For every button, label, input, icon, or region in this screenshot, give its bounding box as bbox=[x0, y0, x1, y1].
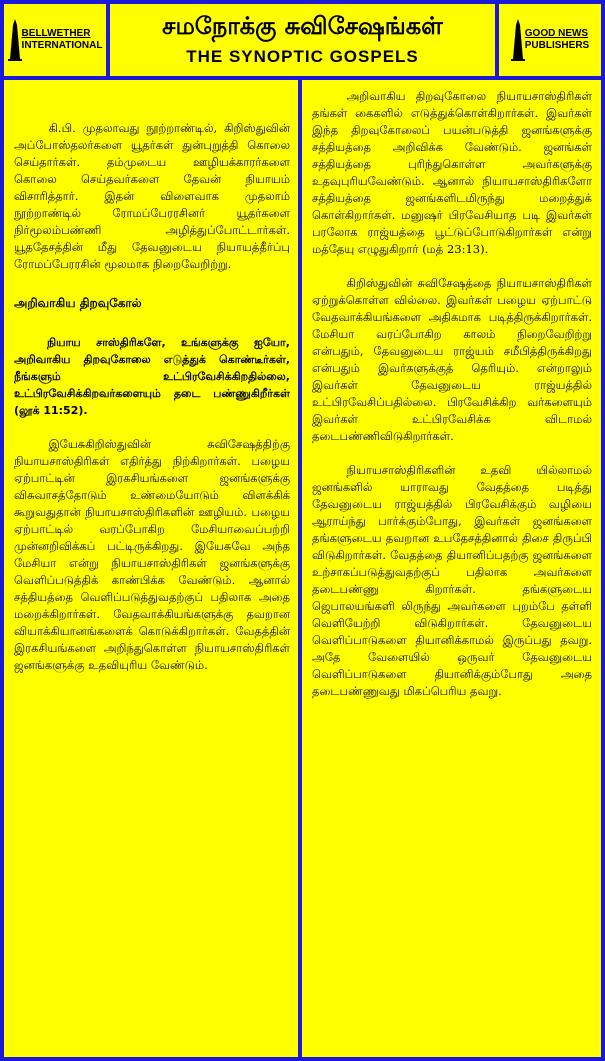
right-column bbox=[312, 88, 592, 1048]
bellwether-logo bbox=[4, 4, 110, 76]
tower-icon bbox=[511, 19, 525, 61]
page-title-tamil: சமநோக்கு சுவிசேஷங்கள் bbox=[162, 12, 443, 40]
header bbox=[0, 0, 605, 80]
left-column bbox=[14, 88, 290, 1048]
title-block bbox=[110, 4, 495, 76]
right-paragraph-3: நியாயசாஸ்திரிகளின் உதவி யில்லாமல் ஜனங்களில் யாராவது வேதத்தை படித்து தேவனுடைய ராஜ்யத்தில் பிரவேசிக்கும் வழியை ஆராய்ந்து பார்க்கும்போது, இவர்கள் ஜனங்களை தங்களுடைய தவறான உபதேசத்தினால் திசை திருப்பி விடுகிறார்கள். வேதத்தை தியானிப்பதற்கு ஜனங்களை உற்சாகப்படுத்துவதற்குப் பதிலாக அவர்களை தடைபண்ணு கிறார்கள். தங்களுடைய ஜெபாலயங்களி லிருந்து அவர்களை புறம்பே தள்ளி வெளியேற்றி விடுகிறார்கள். தேவனுடைய வெளிப்பாடுகளை தியானிக்காமல் இருப்பது தவறு. அதே வேளையில் ஒருவர் தேவனுடைய வெளிப்பாடுகளை தியானிக்கும்போது அதை தடைபண்ணுவது மிகப்பெரிய தவறு. bbox=[312, 463, 592, 698]
right-paragraph-2: கிறிஸ்துவின் சுவிசேஷத்தை நியாயசாஸ்திரிகள் ஏற்றுக்கொள்ள வில்லை. இவர்கள் பழைய ஏற்பாட்டு வேதவாக்கியங்களை அதிகமாக படித்திருக்கிறார்கள். மேசியா வரப்போகிற காலம் நிறைவேறிற்று என்பதும், தேவனுடைய ராஜ்யம் சமீபித்திருக்கிறது என்பதும் இவர்களுக்குத் தெரியும். என்றாலும் இவர்கள் தேவனுடைய ராஜ்யத்தில் உட்பிரவேசிப்பதில்லை. பிரவேசிக்கிற வர்களையும் இவர்கள் உட்பிரவேசிக்க விடாமல் தடைபண்ணிவிடுகிறார்கள். bbox=[312, 276, 592, 443]
page-title-english: THE SYNOPTIC GOSPELS bbox=[186, 47, 419, 66]
logo-left-line1: BELLWETHER bbox=[21, 28, 91, 39]
left-paragraph-2: இயேசுகிறிஸ்துவின் சுவிசேஷத்திற்கு நியாயசாஸ்திரிகள் எதிர்த்து நிற்கிறார்கள். பழைய ஏற்பாட்டின் இரகசியங்களை ஜனங்களுக்கு விசுவாசத்தோடும் உண்மையோடும் விளக்கிக் கூறுவதுதான் நியாயசாஸ்திரிகளின் ஊழியம். பழைய ஏற்பாட்டில் வரப்போகிற மேசியாவைப்பற்றி முன்னறிவிக்கப் பட்டிருக்கிறது. இயேசுவே அந்த மேசியா என்று நியாயசாஸ்திரிகள் ஜனங்களுக்கு வெளிப்படுத்திக் காண்பிக்க வேண்டும். ஆனால் சத்தியத்தை வெளிப்படுத்துவதற்குப் பதிலாக அதை மறைக்கிறார்கள். வேதவாக்கியங்களுக்கு தவறான வியாக்கியானங்களைக் கொடுக்கிறார்கள். வேதத்தின் இரகசியங்களை அறிந்துகொள்ள நியாயசாஸ்திரிகள் ஜனங்களுக்கு உதவியுரிய வேண்டும். bbox=[14, 437, 290, 672]
left-paragraph-1: கி.பி. முதலாவது நூற்றாண்டில், கிறிஸ்துவின் அப்போஸ்தலர்களை யூதர்கள் துன்புறுத்தி கொலை செய்தார்கள். தம்முடைய ஊழியக்காரர்களை கொலை செய்தவர்களை தேவன் நியாயம் விசாரித்தார். இதன் விளைவாக முதலாம் நூற்றாண்டில் ரோமப்பேரரசினர் யூதர்களை நிர்மூலம்பண்ணி அழித்துப்போட்டார்கள். யூததேசத்தின் மீது தேவனுடைய நியாயத்தீர்ப்பு ரோமப்பேரரசின் மூலமாக நிறைவேறிற்று. bbox=[14, 121, 290, 271]
logo-left-line2: INTERNATIONAL bbox=[21, 40, 103, 51]
good-news-logo bbox=[495, 4, 601, 76]
column-divider bbox=[298, 80, 302, 1061]
logo-right-line2: PUBLISHERS bbox=[524, 40, 590, 51]
logo-right-line1: GOOD NEWS bbox=[524, 28, 589, 39]
scripture-quote: நியாய சாஸ்திரிகளே, உங்களுக்கு ஐயோ, அறிவாகிய திறவுகோலை எடுத்துக் கொண்டீர்கள், நீங்களும் உட்பிரவேசிக்கிறதில்லை, உட்பிரவேசிக்கிறவர்களையும் தடை பண்ணுகிறீர்கள் (லூக் 11:52). bbox=[14, 336, 290, 417]
right-paragraph-1: அறிவாகிய திறவுகோலை நியாயசாஸ்திரிகள் தங்கள் கைகளில் எடுத்துக்கொள்கிறார்கள். இவர்கள் இந்த திறவுகோலைப் பயன்படுத்தி ஜனங்களுக்கு சத்தியத்தை அறிவிக்க வேண்டும். ஜனங்கள் சத்தியத்தை புரிந்துகொள்ள அவர்களுக்கு உதவுபுரியவேண்டும். ஆனால் நியாயசாஸ்திரிகளோ சத்தியத்தை ஜனங்களிடமிருந்து மறைத்துக் கொள்கிறார்கள். மனுஷர் பிரவேசியாத படி இவர்கள் பரலோக ராஜ்யத்தை பூட்டுப்போடுகிறார்கள் என்று மத்தேயு எழுதுகிறார் (மத் 23:13). bbox=[312, 89, 592, 256]
section-heading: அறிவாகிய திறவுகோல் bbox=[14, 296, 142, 310]
tower-icon bbox=[8, 19, 22, 61]
